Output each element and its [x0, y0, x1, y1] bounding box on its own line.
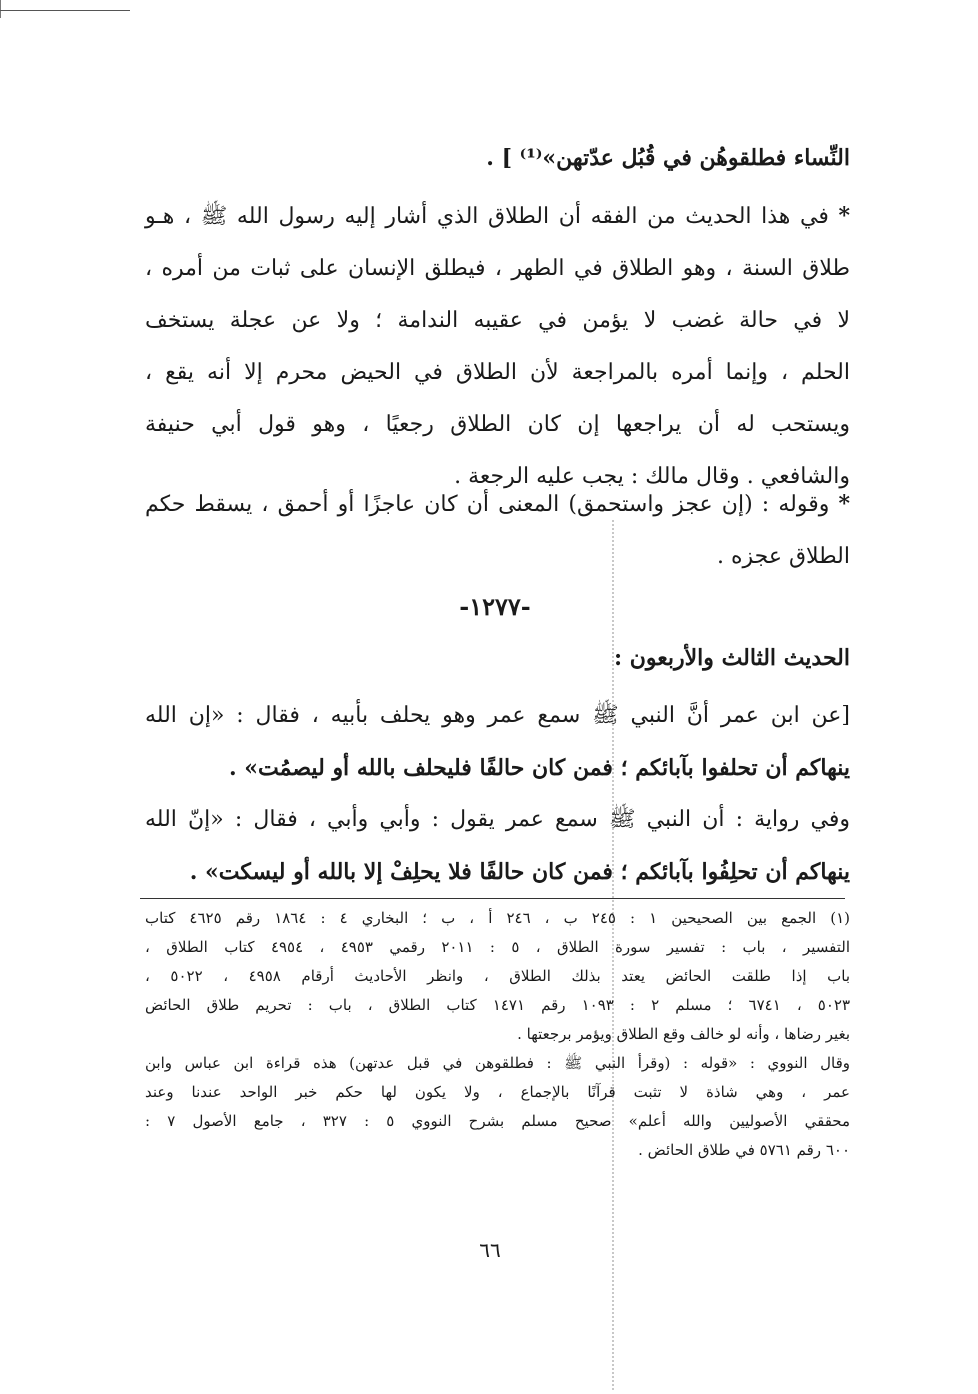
riwaya-text — [145, 794, 850, 898]
scan-edge — [0, 0, 1, 18]
commentary-2-line-text: وقوله : (إن عجز واستحمق) المعنى أن كان عاجزًا أو أحمق ، يسقط حكم — [145, 492, 830, 517]
section-title: الحديث الثالث والأربعون : — [613, 645, 850, 671]
footnote-line: التفسير ، باب : تفسير سورة الطلاق ، ٥ : ٢٠١١ رقمي ٤٩٥٣ ، ٤٩٥٤ كتاب الطلاق ، — [145, 938, 850, 956]
riwaya-line: وفي رواية : أن النبي ﷺ سمع عمر يقول : وأبي وأبي ، فقال : «إنّ الله — [145, 807, 850, 832]
commentary-1-line: الحلم ، وإنما أمره بالمراجعة لأن الطلاق في الحيض محرم إلا أنه يقع ، — [145, 360, 850, 385]
commentary-1-line-text: في هذا الحديث من الفقه أن الطلاق الذي أشار إليه رسول الله ﷺ ، هـو — [145, 204, 829, 229]
riwaya-line-bold: ينهاكم أن تحلِفُوا بآبائكم ؛ فمن كان حالفًا فلا يحلِفْ إلا بالله أو ليسكت» . — [189, 859, 850, 885]
hadith-text — [145, 690, 850, 794]
footnotes — [145, 904, 850, 1165]
verse-ending — [486, 132, 850, 184]
verse-ending-text: النِّساء فطلقوهُن في قُبُل عدّتهن»⁽¹⁾ ] . — [486, 145, 850, 171]
commentary-1-line: ويستحب له أن يراجعها إن كان الطلاق رجعيًا ، وهو قول أبي حنيفة — [145, 412, 850, 437]
commentary-1-line: والشافعي . وقال مالك : يجب عليه الرجعة . — [454, 464, 850, 489]
footnote-line: عمر ، وهي شاذة لا تثبت قرآنًا بالإجماع ، ولا يكون لها حكم خبر الواحد عندنا وعند — [145, 1083, 850, 1101]
commentary-1-line — [145, 190, 850, 243]
footnote-line: باب إذا طلقت الحائض يعتد بذلك الطلاق ، وانظر الأحاديث أرقام ٤٩٥٨ ، ٥٠٢٢ ، — [145, 967, 851, 985]
commentary-1-line: طلاق السنة ، وهو الطلاق في الطهر ، فيطلق الإنسان على ثبات من أمره ، — [145, 256, 850, 281]
footnote-line: وقال النووي : «قوله : (وقرأ النبي ﷺ : فطلقوهن في قبل عدتهن) هذه قراءة ابن عباس وابن — [145, 1054, 850, 1072]
section-heading — [614, 632, 850, 684]
hadith-line: [عن ابن عمر أنَّ النبي ﷺ سمع عمر وهو يحلف بأبيه ، فقال : «إن الله — [145, 703, 850, 728]
commentary-2-line — [145, 478, 850, 531]
footnote-line: بغير رضاها ، وأنه لو خالف وقع الطلاق ويؤمر برجعتها . — [517, 1025, 850, 1043]
footnote-line: ٦٠٠ رقم ٥٧٦١ في طلاق الحائض . — [638, 1141, 850, 1159]
commentary-1-line: لا في حالة غضب لا يؤمن في عقيبه الندامة ؛ ولا عن عجلة يستخف — [145, 308, 850, 333]
bullet-star: * — [838, 203, 850, 229]
footnote-line: (١) الجمع بين الصحيحين ١ : ٢٤٥ ب ، ٢٤٦ أ ، ب ؛ البخاري ٤ : ١٨٦٤ رقم ٤٦٢٥ كتاب — [145, 909, 851, 927]
hadith-number: -١٢٧٧- — [459, 592, 531, 621]
page-number: ٦٦ — [479, 1238, 501, 1262]
footnote-line: محققي الأصوليين والله أعلم» صحيح مسلم بشرح النووي ٥ : ٣٢٧ ، جامع الأصول ٧ : — [145, 1112, 850, 1130]
footnote-separator — [140, 898, 845, 899]
commentary-paragraph-1 — [145, 190, 850, 503]
hadith-line-bold: ينهاكم أن تحلفوا بآبائكم ؛ فمن كان حالفًا فليحلف بالله أو ليصمُت» . — [228, 755, 850, 781]
footnote-line: ٥٠٢٣ ، ٦٧٤١ ؛ مسلم ٢ : ١٠٩٣ رقم ١٤٧١ كتاب الطلاق ، باب : تحريم طلاق الحائض — [145, 996, 851, 1014]
bullet-star: * — [838, 491, 850, 517]
commentary-2-line: الطلاق عجزه . — [716, 544, 850, 569]
scan-edge-line — [0, 10, 130, 11]
commentary-paragraph-2 — [145, 478, 850, 583]
